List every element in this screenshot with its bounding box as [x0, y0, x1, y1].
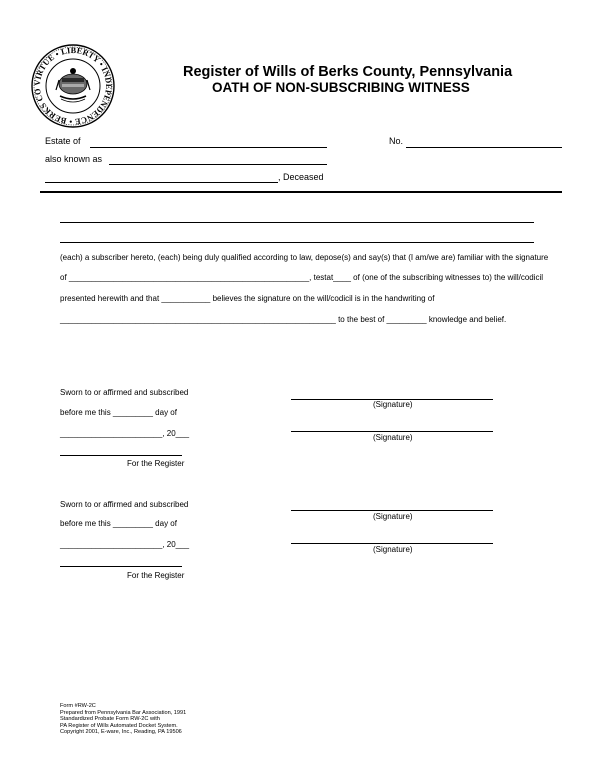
before-me-text: before me this _________ day of	[60, 519, 177, 528]
signature-caption: (Signature)	[373, 400, 413, 409]
case-number-label: No.	[389, 136, 404, 146]
witness-signature-line[interactable]	[291, 543, 493, 544]
footer-line: Copyright 2001, E-ware, Inc., Reading, PA 19506	[60, 729, 182, 736]
county-seal-graphic	[31, 44, 115, 128]
witness-signature-line[interactable]	[291, 431, 493, 432]
for-the-register-label: For the Register	[127, 571, 185, 580]
aka-label: also known as	[45, 154, 103, 164]
for-the-register-label: For the Register	[127, 459, 185, 468]
oath-text-line-2: of ______________________________________________________, testat____ of (one of the subscribing witnesses to) the will/codicil	[60, 273, 544, 282]
seal-ring-text: VIRTUE • LIBERTY • INDEPENDENCE • BERKS CO	[32, 45, 114, 127]
date-year-text: _______________________, 20___	[60, 540, 190, 549]
footer-line: Form #RW-2C	[60, 703, 96, 709]
footer-line: Standardized Probate Form RW-2C with	[60, 716, 160, 723]
signature-caption: (Signature)	[373, 545, 413, 554]
signature-caption: (Signature)	[373, 512, 413, 521]
oath-text-line-4: ______________________________________________________________ to the best of _________ knowledge and belief.	[60, 315, 507, 324]
page-title: Register of Wills of Berks County, Pennsylvania	[183, 64, 513, 80]
register-signature-line[interactable]	[60, 566, 182, 567]
estate-label: Estate of	[45, 136, 81, 146]
oath-text-line-1: (each) a subscriber hereto, (each) being duly qualified according to law, depose(s) and say(s) that (I am/we are) familiar with the signature	[60, 253, 549, 262]
deceased-name-field[interactable]	[45, 182, 278, 183]
aka-field[interactable]	[109, 164, 327, 165]
estate-name-field[interactable]	[90, 147, 327, 148]
witness-signature-line[interactable]	[291, 510, 493, 511]
footer-line: PA Register of Wills Automated Docket System.	[60, 722, 178, 729]
deceased-label: , Deceased	[278, 172, 324, 182]
case-number-field[interactable]	[406, 147, 562, 148]
affiant-line-2[interactable]	[60, 242, 534, 243]
sworn-text: Sworn to or affirmed and subscribed	[60, 388, 189, 397]
oath-text-line-3: presented herewith and that ___________ believes the signature on the will/codicil is in the handwriting of	[60, 294, 435, 303]
date-year-text: _______________________, 20___	[60, 429, 190, 438]
sworn-text: Sworn to or affirmed and subscribed	[60, 500, 189, 509]
form-footer	[60, 703, 186, 736]
register-signature-line[interactable]	[60, 455, 182, 456]
footer-line: Prepared from Pennsylvania Bar Association, 1991	[60, 709, 187, 716]
form-subtitle: OATH OF NON-SUBSCRIBING WITNESS	[212, 80, 470, 95]
seal-emblem	[56, 68, 90, 102]
county-seal	[31, 44, 115, 128]
signature-caption: (Signature)	[373, 433, 413, 442]
affiant-line-1[interactable]	[60, 222, 534, 223]
section-divider	[40, 191, 562, 193]
before-me-text: before me this _________ day of	[60, 408, 177, 417]
